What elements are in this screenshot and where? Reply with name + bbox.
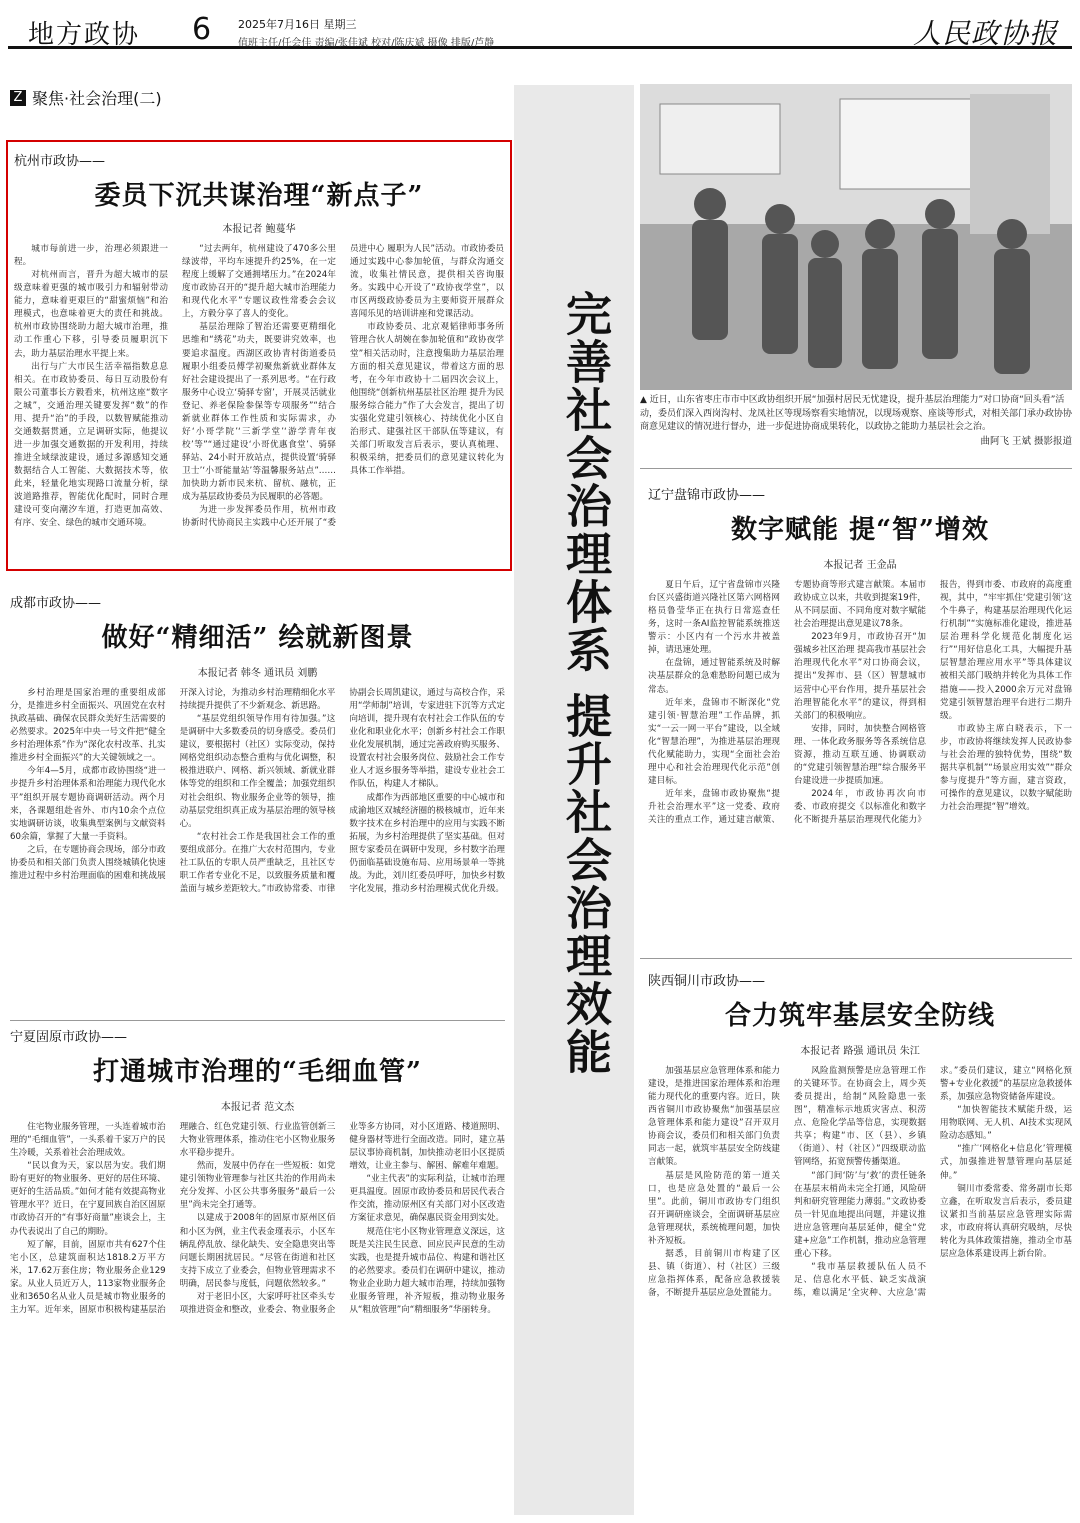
paragraph: 对于老旧小区，大家呼吁社区牵头专项推进资金和整改，业委会、物业服务企业等多方协同，对小区道路、楼道照明、健身器材等进行全面改造。同时，建立基层议事协商机制，加快推动老旧小区提质增效，让业主参与、解困、解难年难题。	[179, 1122, 505, 1315]
article-byline: 本报记者 韩冬 通讯员 刘鹏	[197, 668, 318, 679]
article-tongchuan	[648, 970, 1072, 1495]
paragraph: 加强基层应急管理体系和能力建设，是推进国家治理体系和治理能力现代化的重要内容。近日，陕西省铜川市政协聚焦“加强基层应急管理体系和能力建设”召开双月协商会议，委员们和相关部门负责同志一起，就筑牢基层安全防线建言献策。	[648, 1066, 780, 1168]
column-header	[10, 86, 162, 109]
paragraph: 近年来，盘锦市不断深化“党建引领·智慧治理”工作品牌，抓实“一云一网一平台”建设，以全域化“智慧治理”，为推进基层治理现代化赋能助力，实现“全面社会治理中心和社会治理现代化示范”创建目标。	[648, 697, 780, 786]
article-body	[648, 579, 1072, 939]
paragraph: 安排，同时，加快整合网格管理、一体化政务服务等各系统信息资源，推动互联互通、协调联动的“党建引领智慧治理”综合服务平台建设进一步提质加速。	[794, 723, 926, 786]
paragraph: 出行与广大市民生活幸福指数息息相关。在市政协委员、每日互动股份有限公司董事长方毅看来，杭州这座“数字之城”，交通治理关键要发挥“数”的作用、提升“治”的手段，以数智赋能推动交通数据贯通，立足调研实际，他提议进一步加强交通数据的开发利用，持续推进全域绿波建设，通过多源感知交通数据结合人工智能、大数据技术等，依此来，轻量化地实现路口流量分析，绿波道路推荐，智能优化配时，同时合理建设可变向潮汐车道，打造更加高效、有序、安全、绿色的城市交通环境。	[14, 361, 168, 529]
paragraph: 市政协委员、北京观韬律师事务所管理合伙人胡婉在参加轮值和“政协夜学堂”相关活动时，注意搜集助力基层治理方面的相关意见建议，带着这方面的思考，在今年市政协十二届四次会议上，他围绕“创新杭州基层社区治理 提升为民服务综合能力”作了大会发言，提出了切实强化党建引领核心、持续优化小区自治形式、建强社区干部队伍等建议，有关部门听取发言后表示，要认真梳理、积极采纳，把委员们的意见建议转化为具体工作举措。	[350, 322, 504, 477]
article-chengdu	[10, 592, 505, 987]
paragraph: 2023年9月，市政协召开“加强城乡社区治理 提高我市基层社会治理现代化水平”对口协商会议，提出“发挥市、县（区）智慧城市运营中心平台作用，提升基层社会治理智能化水平”的建议，得到相关部门的积极响应。	[794, 632, 926, 721]
article-headline: 数字赋能 提“智”增效	[731, 515, 989, 545]
paragraph: 短了解，目前，固原市共有627个住宅小区，总建筑面积达1818.2万平方米，17.62万套住房；物业服务企业129家。从业人员近万人，113家物业服务企业和3650名从业人员是城市物业服务的主力军。近年来，固原市积极构建基层治理融合、红色党建引领、行业监管创新三大物业管理体系，推动住宅小区物业服务水平稳步提升。	[10, 1122, 336, 1315]
article-body	[10, 687, 505, 987]
issue-date: 2025年7月16日 星期三	[238, 18, 357, 31]
paragraph: 2024年，市政协再次向市委、市政府提交《以标准化和数字化不断提升基层治理现代化能力》报告，得到市委、市政府的高度重视，其中，“牢牢抓住‘党建引领’这个牛鼻子，构建基层治理现代化运行机制”“实施标准化建设，推进基层治理科学化规范化制度化运行”“用好信息化工具，大幅提升基层智慧治理应用水平”等具体建议被相关部门吸纳并转化为具体工作措施——投入2000余万元对盘锦党建引领智慧治理平台进行二期升级。	[794, 580, 1072, 826]
photo-illustration	[640, 84, 1072, 390]
article-byline: 本报记者 路强 通讯员 朱江	[800, 1046, 920, 1057]
paragraph: 夏日午后，辽宁省盘锦市兴隆台区兴盛街道兴隆社区第六网格网格员鲁莹华正在执行日常巡查任务，这时一条AI监控智能系统推送警示：小区内有一个污水井被盖掉，请迅速处理。	[648, 580, 780, 656]
article-panjin	[648, 484, 1072, 939]
paragraph: 在盘锦，通过智能系统及时解决基层群众的急难愁盼问题已成为常态。	[648, 658, 780, 695]
paragraph: “部门间‘防’与‘救’的责任链条在基层末梢尚未完全打通，风险研判和研究管理能力薄弱。”文政协委员一针见血地提出问题，并建议推进应急管理向基层延伸，健全“党建+应急”工作机制，推动应急管理重心下移。	[794, 1170, 926, 1259]
article-body	[14, 243, 504, 563]
newspaper-logo: 人民政协报	[912, 17, 1058, 50]
article-byline: 本报记者 王金晶	[823, 560, 897, 571]
news-photo	[640, 84, 1072, 390]
paragraph: “过去两年，杭州建设了470多公里绿波带，平均车速提升约25%，在一定程度上缓解了交通拥堵压力。”在2024年度市政协召开的“提升超大城市治理能力和现代化水平”专题议政性常委会会议上，方毅分享了喜人的变化。	[182, 244, 336, 320]
article-hangzhou	[14, 150, 504, 563]
paragraph: “业主代表”的实际利益，让城市治理更具温度。固原市政协委员和居民代表合作交流，推动原州区有关部门对小区改造方案征求意见，确保惠民资金用到实处。	[349, 1174, 505, 1224]
paragraph: 城市每前进一步，治理必须跟进一程。	[14, 244, 168, 268]
paragraph: 然而，发展中仍存在一些短板：如党建引领物业管理参与社区共治的作用尚未充分发挥、小区公共事务服务“最后一公里”尚未完全打通等。	[179, 1161, 336, 1211]
article-body	[648, 1065, 1072, 1495]
masthead	[8, 6, 1072, 49]
article-byline: 本报记者 鲍蔓华	[222, 224, 296, 235]
paragraph: 基层治理除了智治还需要更精细化思维和“绣花”功夫，既要讲究效率，也要追求温度。西湖区政协青村街道委员履职小组委员傅学初聚焦新就业群体友好社会建设提出了一系列思考。“在行政服务中心设立‘骑驿专窗’，开展灵活就业登记、养老保险参保等专项服务”“结合新就业群体工作性质和实际需求，办好‘小哥学院’‘三新学堂’‘游学青年夜校’等”“通过建设‘小哥优惠食堂’、骑驿驿站、24小时开放站点，提供设置‘骑驿卫士’‘小哥能量站’等温馨服务站点”……加快助力新市民来杭、留杭、融杭，正成为基层政协委员为民履职的必答题。	[182, 322, 336, 503]
paragraph: “推广‘网格化+信息化’管理模式，加强推进智慧管理向基层延伸。”	[940, 1144, 1072, 1181]
article-body	[10, 1121, 505, 1511]
paragraph: 住宅物业服务管理，一头连着城市治理的“毛细血管”，一头系着千家万户的民生冷暖，关系着社会治理成效。	[10, 1122, 166, 1159]
photo-caption	[640, 394, 1072, 449]
article-headline: 合力筑牢基层安全防线	[724, 1001, 995, 1031]
article-kicker: 杭州市政协 ——	[14, 150, 504, 169]
paragraph: 风险监测预警是应急管理工作的关键环节。在协商会上，周少英委员提出，给制“风险隐患一张图”，精准标示地质灾害点、积涝点、危险化学品等信息，实现数据共享；构建“市、区（县）、乡镇（街道）、村（社区）”四级联动监管网络，拓宽预警传播渠道。	[794, 1066, 926, 1168]
photo-caption-text: ▲ 近日，山东省枣庄市市中区政协组织开展“加强村居民无忧建设，提升基层治理能力”对口协商“回头看”活动，委员们深入西岗沟村、龙凤社区等现场察看实地情况，以现场观察、座谈等形式，对相关部门承办政协协商意见建议的情况进行督办，进一步促进协商成果转化，以政协之能助力基层社会之治。	[640, 395, 1073, 432]
divider	[10, 1020, 505, 1021]
paragraph: “民以食为天，家以居为安。我们期盼有更好的物业服务、更好的居住环境、更好的生活品质。”如何才能有效提高物业管理水平？近日，在宁夏回族自治区固原市政协召开的“有事好商量”座谈会上，主办代表说出了自己的期盼。	[10, 1161, 166, 1237]
paragraph: 基层是风险防范的第一道关口，也是应急处置的“最后一公里”。此前，铜川市政协专门组织召开调研座谈会，全面调研基层应急管理现状，系统梳理问题，加快补齐短板。	[648, 1170, 780, 1246]
article-kicker: 陕西铜川市政协 ——	[648, 970, 1072, 989]
paragraph: “农村社会工作是我国社会工作的重要组成部分。在推广大农村范围内，专业社工队伍的专职人员严重缺乏，且社区专职工作者专业化不足，以致服务质量和覆盖面与城乡差距较大。”市政协常委、市律协副会长周凯建议，通过与高校合作，采用“学师制”培训，专家进驻下沉等方式定向培训，提升现有农村社会工作队伍的专业化和职业化水平；创新乡村社会工作职业化发展机制，通过完善政府购买服务、设置农村社会服务岗位、鼓励社会工作专业人才返乡服务等举措，建设专业社会工作队伍，构建人才梯队。	[179, 688, 505, 894]
paragraph: “我市基层救援队伍人员不足、信息化水平低、缺乏实战演练，难以满足‘全灾种、大应急’需求。”委员们建议，建立“网格化预警+专业化救援”的基层应急救援体系，加强应急物资储备库建设。	[794, 1066, 1072, 1299]
article-byline: 本报记者 范文杰	[220, 1102, 295, 1113]
photo-credit: 曲阿飞 王斌 摄影报道	[980, 435, 1072, 447]
vertical-title: 完善社会治理体系 提升社会治理效能	[559, 290, 613, 1077]
paragraph: 以建成于2008年的固原市原州区佰和小区为例，业主代表金瑾表示，小区车辆乱停乱放、绿化缺失、安全隐患突出等问题长期困扰居民。“尽管在街道和社区支持下成立了业委会，但物业管理需求不明确，居民参与度低，问题依然较多。”	[179, 1213, 336, 1289]
article-kicker: 宁夏固原市政协 ——	[10, 1026, 505, 1045]
paragraph: 成都作为西部地区重要的中心城市和成渝地区双城经济圈的极核城市，近年来数字技术在乡村治理中的应用与实践不断拓展，为乡村治理提供了坚实基础。但对照专家委员在调研中发现，乡村数字治理仍面临基础设施布局、应用场景单一等挑战。为此，刘川红委员呼吁，加快乡村数字化发展，推动乡村治理模式优化升级。	[349, 792, 505, 894]
paragraph: 据悉，目前铜川市构建了区县、镇（街道）、村（社区）三级应急指挥体系，配备应急救援装备，不断提升基层应急处置能力。	[648, 1248, 780, 1299]
paragraph: 近年来，盘锦市政协聚焦“提升社会治理水平”这一党委、政府关注的重点工作，通过建言献策、专题协商等形式建言献策。本届市政协成立以来，共收到提案19件，从不同层面、不同角度对数字赋能社会治理提出意见建议78条。	[648, 580, 926, 826]
divider	[640, 958, 1072, 959]
paragraph: 之后，在专题协商会现场，部分市政协委员和相关部门负责人围绕城镇化快速推进过程中乡村治理面临的困难和挑战展开深入讨论，为推动乡村治理精细化水平持续提升提供了不少新观念、新思路。	[10, 688, 336, 881]
article-kicker: 成都市政协 ——	[10, 592, 505, 611]
column-title: 聚焦·社会治理(二)	[32, 89, 162, 108]
paragraph: 今年4—5月，成都市政协围绕“进一步提升乡村治理体系和治理能力现代化水平”组织开展专题协商调研活动。两个月来，各课题组赴省外、市内10余个点位实地调研访谈，收集典型案例与文献资料60余篇，掌握了大量一手资料。	[10, 766, 166, 842]
article-headline: 做好“精细活” 绘就新图景	[101, 623, 414, 653]
section-title: 地方政协	[28, 20, 141, 50]
paragraph: 乡村治理是国家治理的重要组成部分，是推进乡村全面振兴、巩固党在农村执政基础、确保农民群众美好生活需要的必然要求。2025年中央一号文件把“健全乡村治理体系”作为“深化农村改革、扎实推进乡村全面振兴”的大关键领域之一。	[10, 688, 166, 764]
paragraph: 市政协主席白晓表示，下一步，市政协将继续发挥人民政协参与社会治理的独特优势，围绕“数据共享机制”“场景应用实效”“群众参与度提升”等方面，建言资政，可操作的意见建议，以数字赋能助力社会治理提“智”增效。	[940, 723, 1072, 813]
paragraph: 规范住宅小区物业管理意义深远，这既是关注民生民意、回应民声民意的生动实践，也是提升城市品位、构建和谐社区的必然要求。委员们在调研中建议，推动物业企业助力超大城市治理，持续加强物业服务管理，补齐短板，推动物业服务从“粗放管理”向“精细服务”华丽转身。	[349, 1226, 505, 1315]
paragraph: 对杭州而言，晋升为超大城市的层级意味着更强的城市吸引力和辐射带动能力，意味着更艰巨的“甜蜜烦恼”和治理模式，也意味着更大的责任和挑战。杭州市政协围绕助力超大城市治理，推动工作重心下移，引导委员履职沉下去，助力基层治理水平提上来。	[14, 270, 168, 359]
divider	[640, 468, 1072, 469]
paragraph: 铜川市委常委、常务副市长郑立鑫，在听取发言后表示，委员建议紧扣当前基层应急管理实际需求，市政府将认真研究吸纳，尽快转化为具体政策措施，推动全市基层应急体系建设再上新台阶。	[940, 1183, 1072, 1259]
article-headline: 委员下沉共谋治理“新点子”	[94, 181, 424, 211]
editors-line: 值班主任/任会佳 责编/张佳斌 校对/陈庆斌 摄像 排版/芦静	[238, 38, 495, 49]
paragraph: “加快智能技术赋能升级，运用物联网、无人机、AI技术实现风险动态感知。”	[940, 1105, 1072, 1142]
article-headline: 打通城市治理的“毛细血管”	[93, 1057, 422, 1087]
column-badge: Z	[10, 90, 26, 106]
paragraph: “基层党组织领导作用有待加强。”这是调研中大多数委员的切身感受。委员们建议，要根据村（社区）实际变动，保持网格党组织动态整合重构与优化调整，积极推进联户、网格、新兴领域、新就业群体等党的组织和工作全覆盖；加强党组织对社会组织、物业服务企业等的领导，推动基层党组织真正成为基层治理的领导核心。	[179, 714, 336, 829]
page-number: 6	[192, 12, 212, 47]
paragraph: 为进一步发挥委员作用，杭州市政协新时代协商民主实践中心还开展了“委员进中心 履职为人民”活动。市政协委员通过实践中心参加轮值，与群众沟通交流，收集社情民意，提供相关咨询服务。实践中心开设了“政协夜学堂”，以市区两级政协委员为主要师资开展群众喜闻乐见的培训讲座和党课活动。	[182, 244, 504, 529]
article-guyuan	[10, 1026, 505, 1511]
article-kicker: 辽宁盘锦市政协 ——	[648, 484, 1072, 503]
